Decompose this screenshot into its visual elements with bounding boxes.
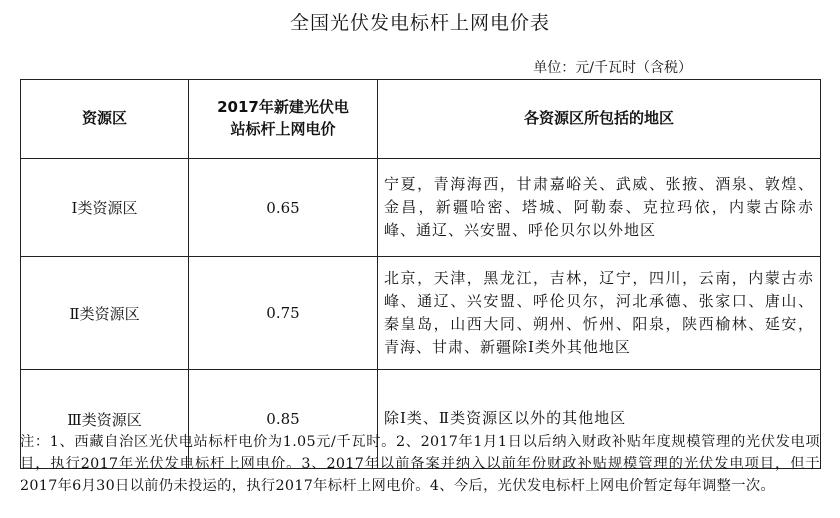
price-cell: 0.85 bbox=[189, 370, 378, 469]
header-price-text: 2017年新建光伏电站标杆上网电价 bbox=[217, 98, 349, 138]
regions-cell: 北京，天津，黑龙江，吉林，辽宁，四川，云南，内蒙古赤峰、通辽、兴安盟、呼伦贝尔，河北承德、张家口、唐山、秦皇岛，山西大同、朔州、忻州、阳泉，陕西榆林、延安，青海、甘肃、新疆除Ⅰ类外其他地区 bbox=[378, 257, 821, 370]
price-cell: 0.65 bbox=[189, 159, 378, 257]
page-title: 全国光伏发电标杆上网电价表 bbox=[289, 12, 550, 34]
table-row bbox=[21, 257, 821, 370]
table-row bbox=[21, 159, 821, 257]
header-zone: 资源区 bbox=[21, 80, 189, 159]
header-regions: 各资源区所包括的地区 bbox=[378, 80, 821, 159]
zone-cell: Ⅲ类资源区 bbox=[21, 370, 189, 469]
price-cell: 0.75 bbox=[189, 257, 378, 370]
zone-cell: Ⅰ类资源区 bbox=[21, 159, 189, 257]
regions-cell: 除Ⅰ类、Ⅱ类资源区以外的其他地区 bbox=[378, 370, 821, 469]
regions-cell: 宁夏，青海海西，甘肃嘉峪关、武威、张掖、酒泉、敦煌、金昌，新疆哈密、塔城、阿勒泰、克拉玛依，内蒙古除赤峰、通辽、兴安盟、呼伦贝尔以外地区 bbox=[378, 159, 821, 257]
price-table bbox=[20, 79, 821, 469]
unit-label: 单位：元/千瓦时（含税） bbox=[533, 60, 692, 76]
table-header-row bbox=[21, 80, 821, 159]
zone-cell: Ⅱ类资源区 bbox=[21, 257, 189, 370]
header-price bbox=[189, 80, 378, 159]
footnote: 注：1、西藏自治区光伏电站标杆电价为1.05元/千瓦时。2、2017年1月1日以后纳入财政补贴年度规模管理的光伏发电项目，执行2017年光伏发电标杆上网电价。3、2017年以前备案并纳入以前年份财政补贴规模管理的光伏发电项目，但于2017年6月30日以前仍未投运的，执行2017年标杆上网电价。4、今后，光伏发电标杆上网电价暂定每年调整一次。 bbox=[20, 434, 820, 495]
